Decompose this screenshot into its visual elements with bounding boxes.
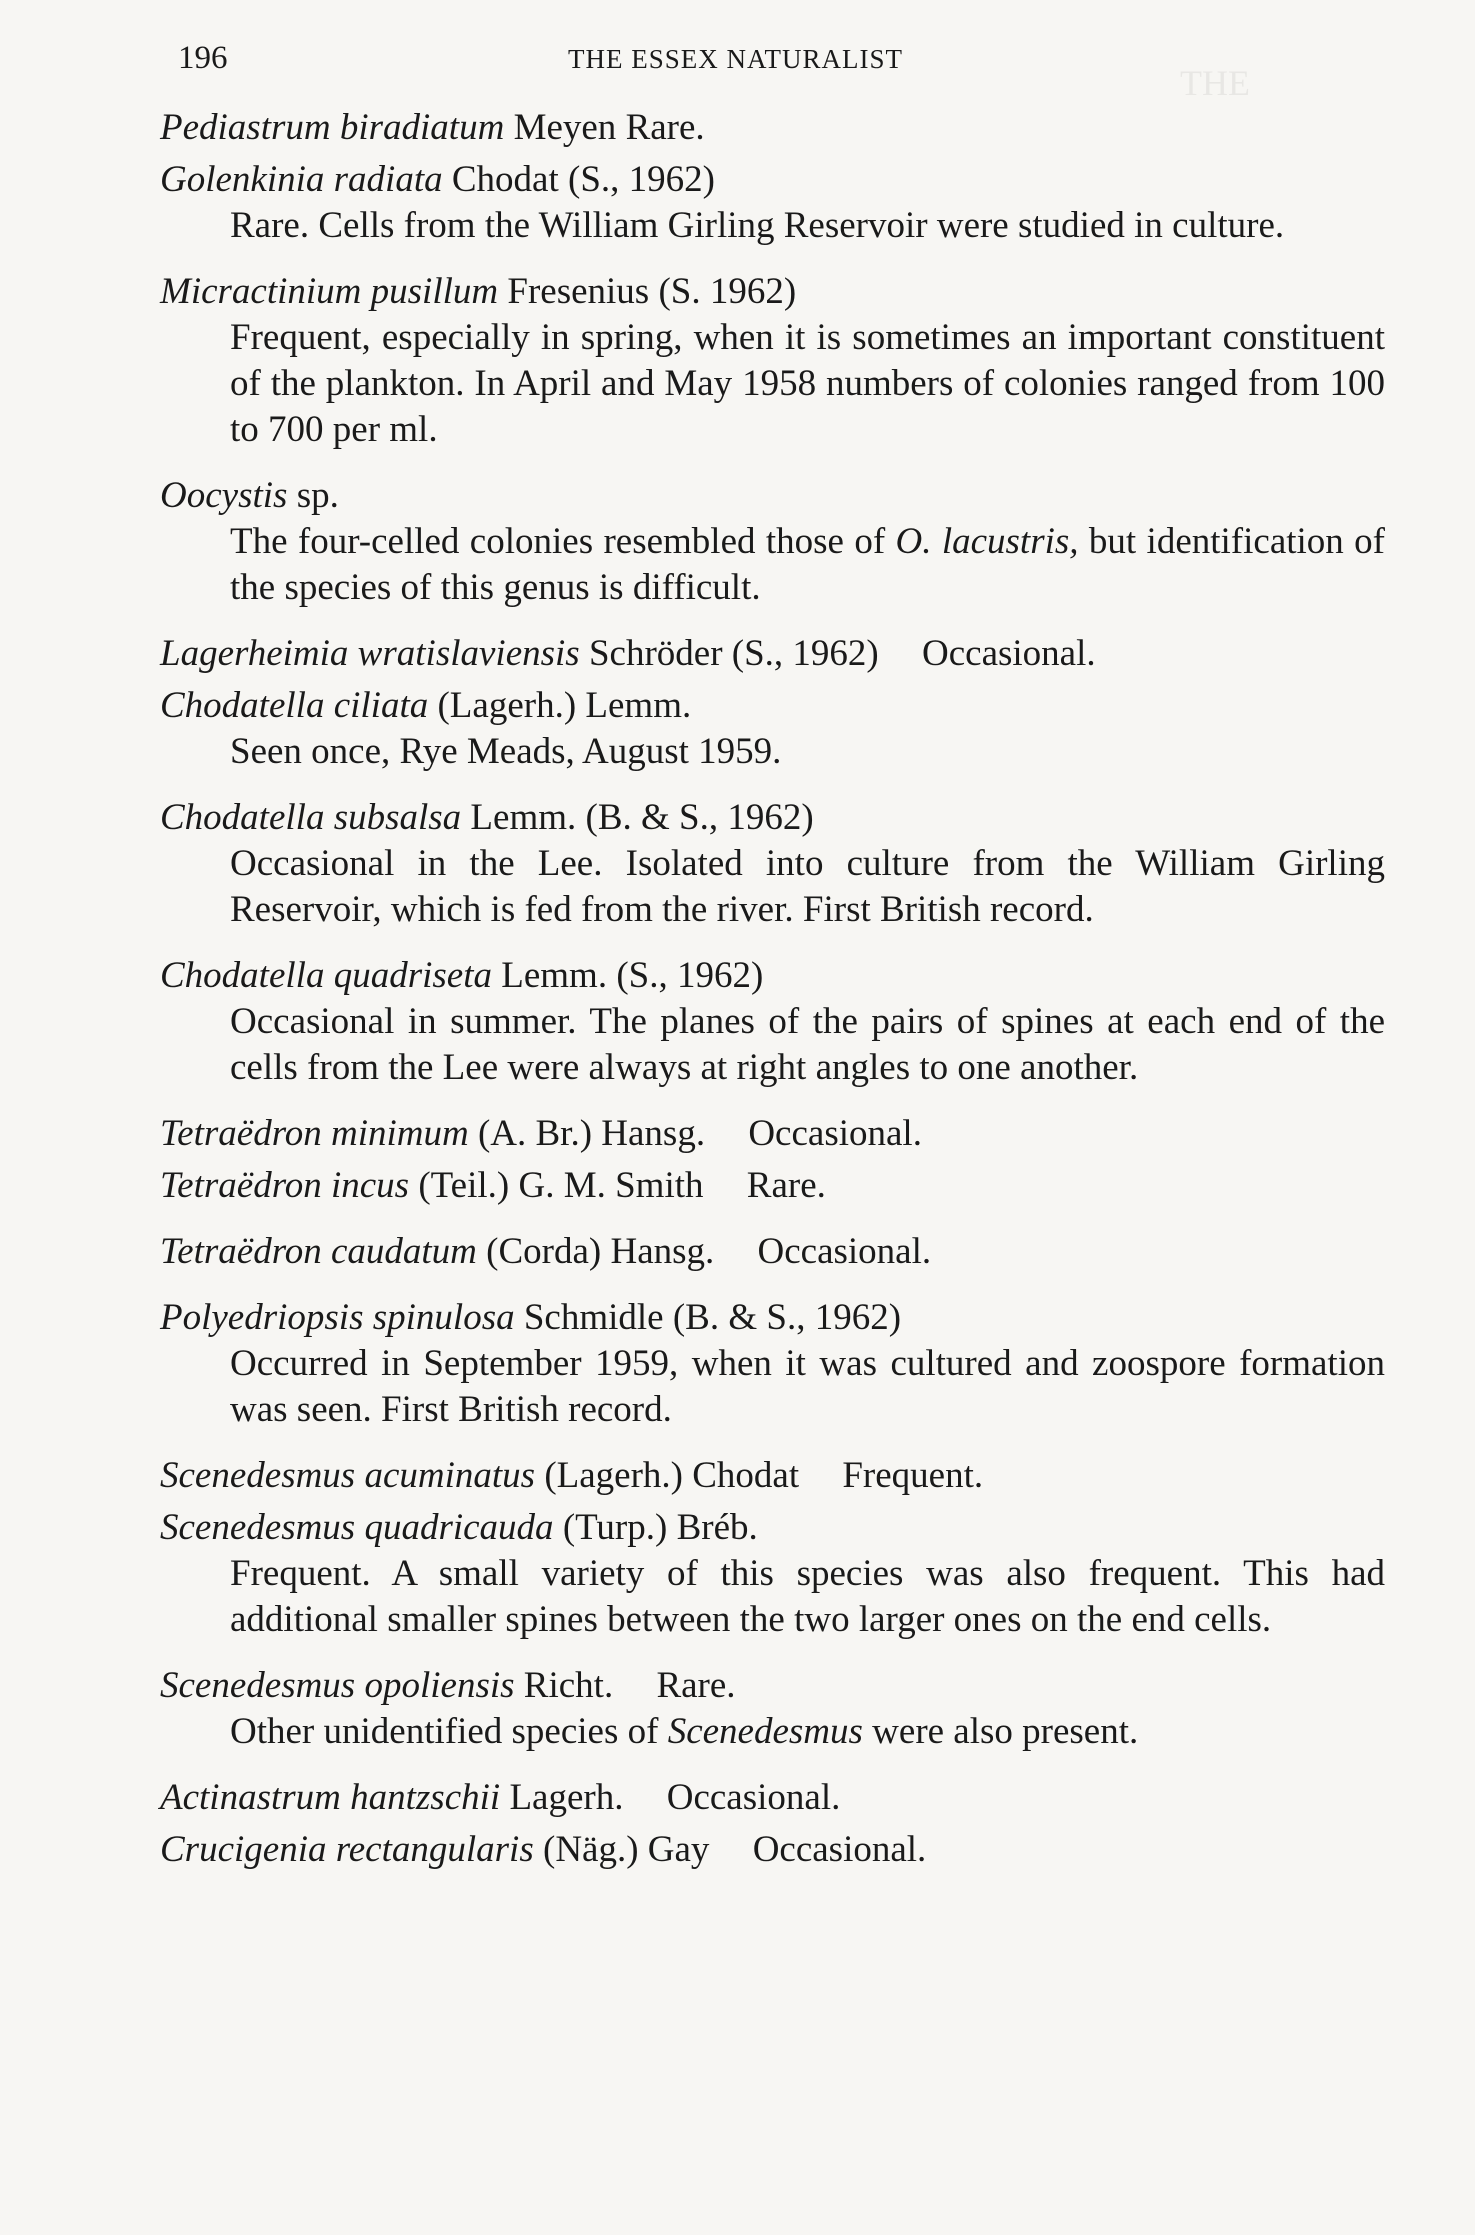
species-note: Frequent, especially in spring, when it is sometimes an important constituent of the plankton. In April and May 1958 numbers of colonies ranged from 100 to 700 per ml. [230,317,1385,450]
species-name: Tetraëdron incus [160,1165,410,1206]
species-status: Occasional. [666,1777,841,1818]
species-note: Rare. Cells from the William Girling Reservoir were studied in culture. [230,205,1285,246]
running-title: THE ESSEX NATURALIST [568,44,903,74]
species-authority: (Lagerh.) Lemm. [437,685,692,726]
species-entry [160,1111,1385,1157]
species-authority: (Näg.) Gay [543,1829,710,1870]
show-through: THE [1180,63,1250,103]
note-species-ref: O. lacustris, [895,521,1079,562]
species-entry [160,1229,1385,1275]
species-authority: Richt. [523,1665,614,1706]
note-text: but identification of the species of this genus is difficult. [230,521,1385,608]
page-number: 196 [178,40,228,76]
species-note: Frequent. A small variety of this species was also frequent. This had additional smaller spines between the two larger ones on the end cells. [230,1553,1385,1640]
species-entry [160,1295,1385,1433]
species-name: Actinastrum hantzschii [160,1777,501,1818]
species-note [160,1709,1385,1755]
species-entry [160,1775,1385,1821]
species-entry [160,1827,1385,1873]
species-authority: Fresenius (S. 1962) [507,271,797,312]
species-name: Tetraëdron caudatum [160,1231,477,1272]
species-entry [160,157,1385,249]
species-entry [160,1453,1385,1499]
species-name: Chodatella ciliata [160,685,429,726]
species-name: Crucigenia rectangularis [160,1829,534,1870]
species-authority: Meyen [513,107,617,148]
species-name: Pediastrum biradiatum [160,107,505,148]
species-entry [160,1663,1385,1755]
note-genus-ref: Scenedesmus [667,1711,863,1752]
species-authority: Lemm. (S., 1962) [501,955,764,996]
species-entry [160,473,1385,611]
species-status: Occasional. [752,1829,927,1870]
species-note: Occasional in summer. The planes of the pairs of spines at each end of the cells from the Lee were always at right angles to one another. [230,1001,1385,1088]
species-authority: (Teil.) G. M. Smith [418,1165,704,1206]
species-entry [160,1505,1385,1643]
species-status: Occasional. [748,1113,922,1154]
species-name: Scenedesmus quadricauda [160,1507,554,1548]
species-authority: Chodat (S., 1962) [451,159,715,200]
species-status: Frequent. [842,1455,984,1496]
species-entry [160,631,1385,677]
species-entry [160,1163,1385,1209]
species-entry [160,795,1385,933]
note-text: The four-celled colonies resembled those of [230,521,896,562]
note-text: Other unidentified species of [230,1711,668,1752]
species-name: Polyedriopsis spinulosa [160,1297,515,1338]
species-authority: Lagerh. [509,1777,624,1818]
species-entry [160,269,1385,453]
species-authority: (Lagerh.) Chodat [544,1455,800,1496]
species-authority: Schröder (S., 1962) [588,633,879,674]
species-status: Rare. [625,107,705,148]
species-authority: Lemm. (B. & S., 1962) [470,797,814,838]
species-name: Chodatella quadriseta [160,955,492,996]
species-name: Lagerheimia wratislaviensis [160,633,580,674]
species-name: Tetraëdron minimum [160,1113,469,1154]
species-status: Occasional. [922,633,1096,674]
species-authority: (Corda) Hansg. [486,1231,715,1272]
species-authority: (Turp.) Bréb. [562,1507,758,1548]
species-note: Seen once, Rye Meads, August 1959. [230,731,782,772]
species-name: Oocystis [160,475,288,516]
species-authority: (A. Br.) Hansg. [477,1113,706,1154]
species-status: Rare. [746,1165,826,1206]
page-header [178,40,1378,90]
species-note [160,519,1385,611]
species-entry [160,105,1385,151]
note-text: were also present. [862,1711,1139,1752]
species-status: Occasional. [757,1231,932,1272]
species-list [160,105,1385,1893]
species-status: Rare. [656,1665,736,1706]
species-name: Micractinium pusillum [160,271,499,312]
species-entry [160,683,1385,775]
species-authority: sp. [296,475,339,516]
species-note: Occasional in the Lee. Isolated into culture from the William Girling Reservoir, which is fed from the river. First British record. [230,843,1385,930]
species-name: Chodatella subsalsa [160,797,462,838]
species-note: Occurred in September 1959, when it was cultured and zoospore formation was seen. First British record. [230,1343,1385,1430]
species-name: Golenkinia radiata [160,159,443,200]
species-name: Scenedesmus opoliensis [160,1665,515,1706]
species-authority: Schmidle (B. & S., 1962) [523,1297,902,1338]
species-entry [160,953,1385,1091]
species-name: Scenedesmus acuminatus [160,1455,536,1496]
